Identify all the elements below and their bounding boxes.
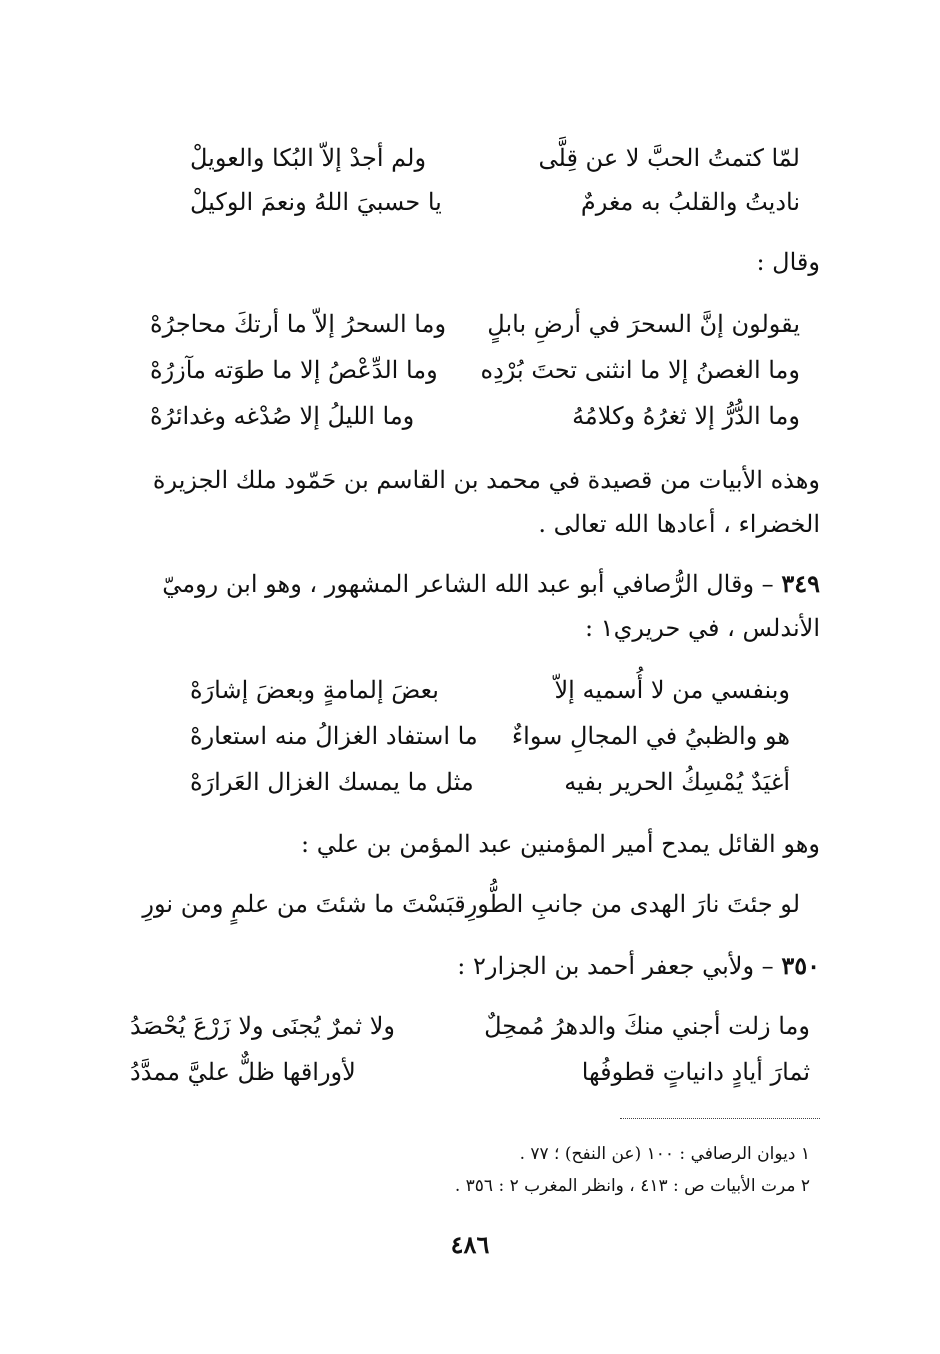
verse-line — [130, 1004, 810, 1048]
verse-second-hemistich: بعضَ إلمامةٍ وبعضَ إشارَهْ — [190, 676, 439, 704]
verse-line — [142, 882, 800, 926]
prose-paragraph: وهذه الأبيات من قصيدة في محمد بن القاسم بن حَمّود ملك الجزيرة الخضراء ، أعادها الله تعالى . — [152, 466, 820, 538]
verse-first-hemistich: وبنفسي من لا أُسميه إلاّ — [554, 676, 790, 704]
verse-line — [190, 136, 800, 180]
verse-line — [190, 668, 790, 712]
entry-number: ٣٤٩ — [781, 569, 820, 598]
verse-line — [130, 1050, 810, 1094]
verse-line — [190, 180, 800, 224]
verse-second-hemistich: وما الدِّعْصُ إلا ما طوَته مآزرُهْ — [150, 356, 438, 384]
verse-second-hemistich: ما استفاد الغزالُ منه استعارهْ — [190, 722, 478, 750]
verse-second-hemistich: لأوراقها ظلٌّ عليَّ ممدَّدُ — [130, 1058, 356, 1086]
footnote: ٢ مرت الأبيات ص : ٤١٣ ، وانظر المغرب ٢ : ٣٥٦ . — [454, 1176, 810, 1196]
footnote-separator — [620, 1118, 820, 1119]
verse-second-hemistich: قبَسْتَ ما شئتَ من علمٍ ومن نورِ — [142, 890, 466, 918]
verse-line — [150, 348, 800, 392]
verse-second-hemistich: ولم أجدْ إلاّ البُكا والعويلْ — [190, 144, 427, 172]
entry-text: – وقال الرُّصافي أبو عبد الله الشاعر المشهور ، وهو ابن روميّ الأندلس ، في حريري١ : — [162, 570, 820, 642]
entry-text: – ولأبي جعفر أحمد بن الجزار٢ : — [457, 952, 774, 980]
verse-first-hemistich: يقولون إنَّ السحرَ في أرضِ بابلٍ — [487, 310, 800, 338]
verse-line — [190, 760, 790, 804]
intro-text: وقال : — [756, 248, 820, 276]
verse-first-hemistich: وما الدُّرُّ إلا ثغرُهُ وكلامُهُ — [572, 402, 800, 430]
entry-350 — [120, 944, 820, 988]
verse-first-hemistich: وما زلت أجني منكَ والدهرُ مُمحِلٌ — [484, 1012, 810, 1040]
verse-line — [190, 714, 790, 758]
verse-second-hemistich: وما الليلُ إلا صُدْغه وغدائرُهْ — [150, 402, 415, 430]
verse-first-hemistich: ناديتُ والقلبُ به مغرمٌ — [580, 188, 800, 216]
verse-first-hemistich: ثمارَ أيادٍ دانياتٍ قطوفُها — [581, 1058, 810, 1086]
entry-number: ٣٥٠ — [781, 951, 820, 980]
verse-first-hemistich: لمّا كتمتُ الحبَّ لا عن قِلَّى — [538, 144, 800, 172]
prose-paragraph: وهو القائل يمدح أمير المؤمنين عبد المؤمن بن علي : — [301, 830, 820, 858]
verse-second-hemistich: ولا ثمرٌ يُجنَى ولا زَرْعَ يُحْصَدُ — [130, 1012, 395, 1040]
page-number: ٤٨٦ — [450, 1230, 490, 1259]
verse-line — [150, 394, 800, 438]
verse-first-hemistich: هو والظبيُ في المجالِ سواءٌ — [511, 722, 790, 750]
verse-second-hemistich: وما السحرُ إلاّ ما أرتكَ محاجرُهْ — [150, 310, 447, 338]
verse-second-hemistich: يا حسبيَ اللهُ ونعمَ الوكيلْ — [190, 188, 442, 216]
verse-first-hemistich: وما الغصنُ إلا ما انثنى تحتَ بُرْدِه — [480, 356, 800, 384]
verse-line — [150, 302, 800, 346]
verse-second-hemistich: مثل ما يمسك الغزال العَرارَهْ — [190, 768, 474, 796]
entry-349 — [120, 562, 820, 650]
verse-first-hemistich: لو جئتَ نارَ الهدى من جانبِ الطُّورِ — [465, 890, 800, 918]
footnote: ١ ديوان الرصافي : ١٠٠ (عن النفح) ؛ ٧٧ . — [519, 1144, 810, 1164]
verse-first-hemistich: أغيَدٌ يُمْسِكُ الحرير بفيه — [564, 768, 790, 796]
